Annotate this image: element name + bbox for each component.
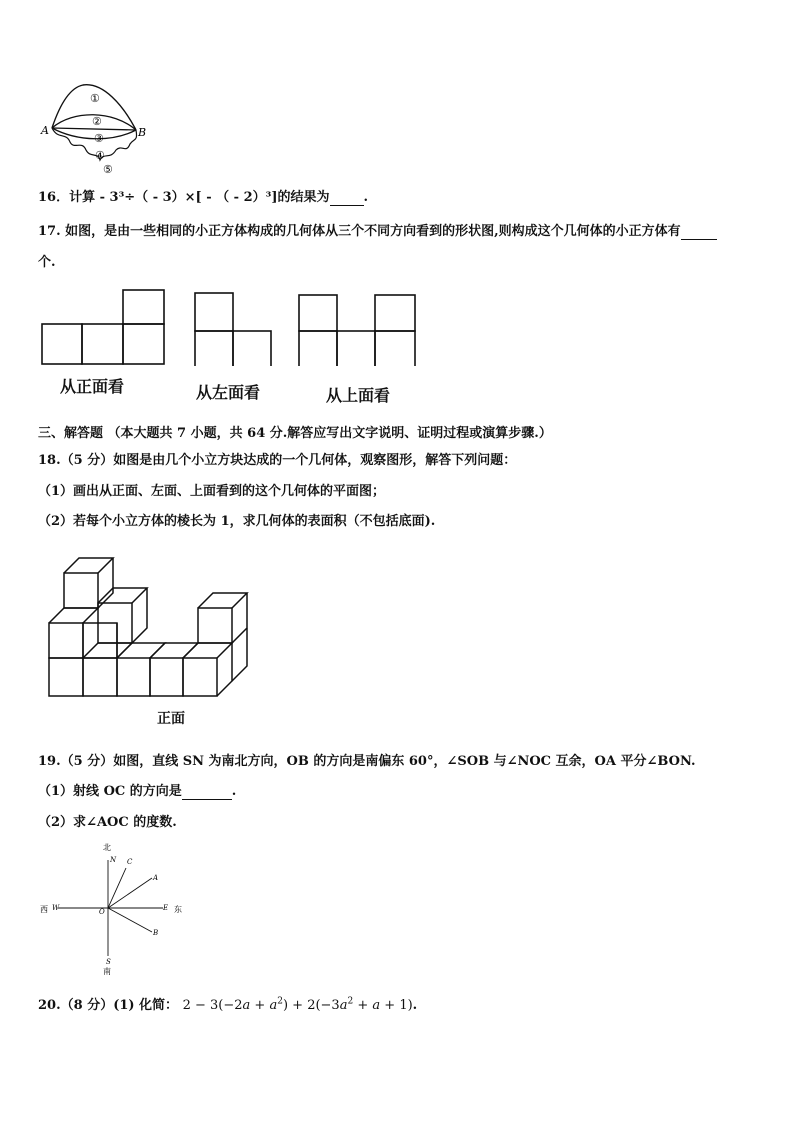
q18-cubes-figure [40, 548, 270, 708]
region-3: ③ [94, 132, 104, 145]
q19-part1-period: . [231, 784, 237, 799]
q20-expression: $2 - 3(-2a + a^2) + 2(-3a^2 + a + 1)$ [182, 996, 413, 1013]
q17-views-figure [38, 286, 428, 366]
region-5: ⑤ [103, 163, 113, 176]
left-view [195, 293, 271, 366]
question-19-part1 [38, 780, 236, 800]
b-label: B [153, 929, 159, 937]
section3-heading [38, 422, 552, 441]
view-top-caption: 从上面看 [326, 386, 391, 405]
e-label: E [163, 904, 169, 912]
n-label: N [110, 856, 117, 864]
q17-unit: 个. [38, 255, 56, 270]
q18-part2-text: （2）若每个小立方体的棱长为 1，求几何体的表面积（不包括底面). [38, 514, 436, 529]
question-18-part1 [38, 480, 385, 499]
region-4: ④ [95, 149, 105, 162]
q19-part2-text: （2）求∠AOC 的度数. [38, 815, 177, 830]
q19-stem-text: 19.（5 分）如图，直线 SN 为南北方向，OB 的方向是南偏东 60°，∠SOB 与∠NOC 互余，OA 平分∠BON. [38, 754, 696, 769]
q17-text: 17. 如图，是由一些相同的小正方体构成的几何体从三个不同方向看到的形状图,则构成这个几何体的小正方体有 [38, 224, 681, 239]
view-front-caption: 从正面看 [60, 377, 125, 396]
question-19-stem [38, 750, 696, 769]
question-16 [38, 186, 368, 206]
q16-text: 16．计算 - 3³÷（ - 3）×[ - （ - 2）³]的结果为 [38, 190, 330, 205]
south-cn: 南 [103, 967, 111, 976]
q16-answer-blank[interactable] [330, 190, 364, 206]
north-cn: 北 [103, 843, 111, 852]
a-label: A [153, 874, 159, 882]
q19-part1-text: （1）射线 OC 的方向是 [38, 784, 182, 799]
question-17-line1 [38, 220, 717, 240]
q20-text: 20.（8 分）(1) 化简： [38, 998, 179, 1013]
label-a: A [41, 124, 49, 137]
q20-period: . [412, 998, 418, 1013]
s-label: S [106, 958, 111, 966]
q15-figure [38, 80, 158, 180]
west-cn: 西 [40, 905, 48, 914]
q18-stem-text: 18.（5 分）如图是由几个小立方块达成的一个几何体，观察图形，解答下列问题： [38, 453, 517, 468]
q17-answer-blank[interactable] [681, 224, 717, 240]
q19-compass-figure [36, 838, 196, 978]
question-18-part2 [38, 510, 435, 529]
question-17-line2 [38, 251, 56, 270]
c-label: C [127, 858, 133, 866]
region-1: ① [90, 92, 100, 105]
east-cn: 东 [174, 905, 182, 914]
question-20 [38, 994, 417, 1013]
question-19-part2 [38, 811, 177, 830]
q18-front-label: 正面 [157, 711, 185, 727]
view-left-caption: 从左面看 [196, 383, 261, 402]
segment-ab [52, 128, 136, 130]
section3-heading-text: 三、解答题 （本大题共 7 小题，共 64 分.解答应写出文字说明、证明过程或演算步骤.） [38, 426, 552, 441]
label-b: B [138, 126, 147, 139]
front-view [42, 290, 164, 364]
q19-answer-blank[interactable] [182, 784, 232, 800]
question-18-stem [38, 449, 516, 468]
q18-part1-text: （1）画出从正面、左面、上面看到的这个几何体的平面图； [38, 484, 386, 499]
w-label: W [52, 904, 60, 912]
region-2: ② [92, 115, 102, 128]
q16-period: . [363, 190, 369, 205]
top-view [299, 295, 415, 366]
o-label: O [99, 908, 105, 916]
